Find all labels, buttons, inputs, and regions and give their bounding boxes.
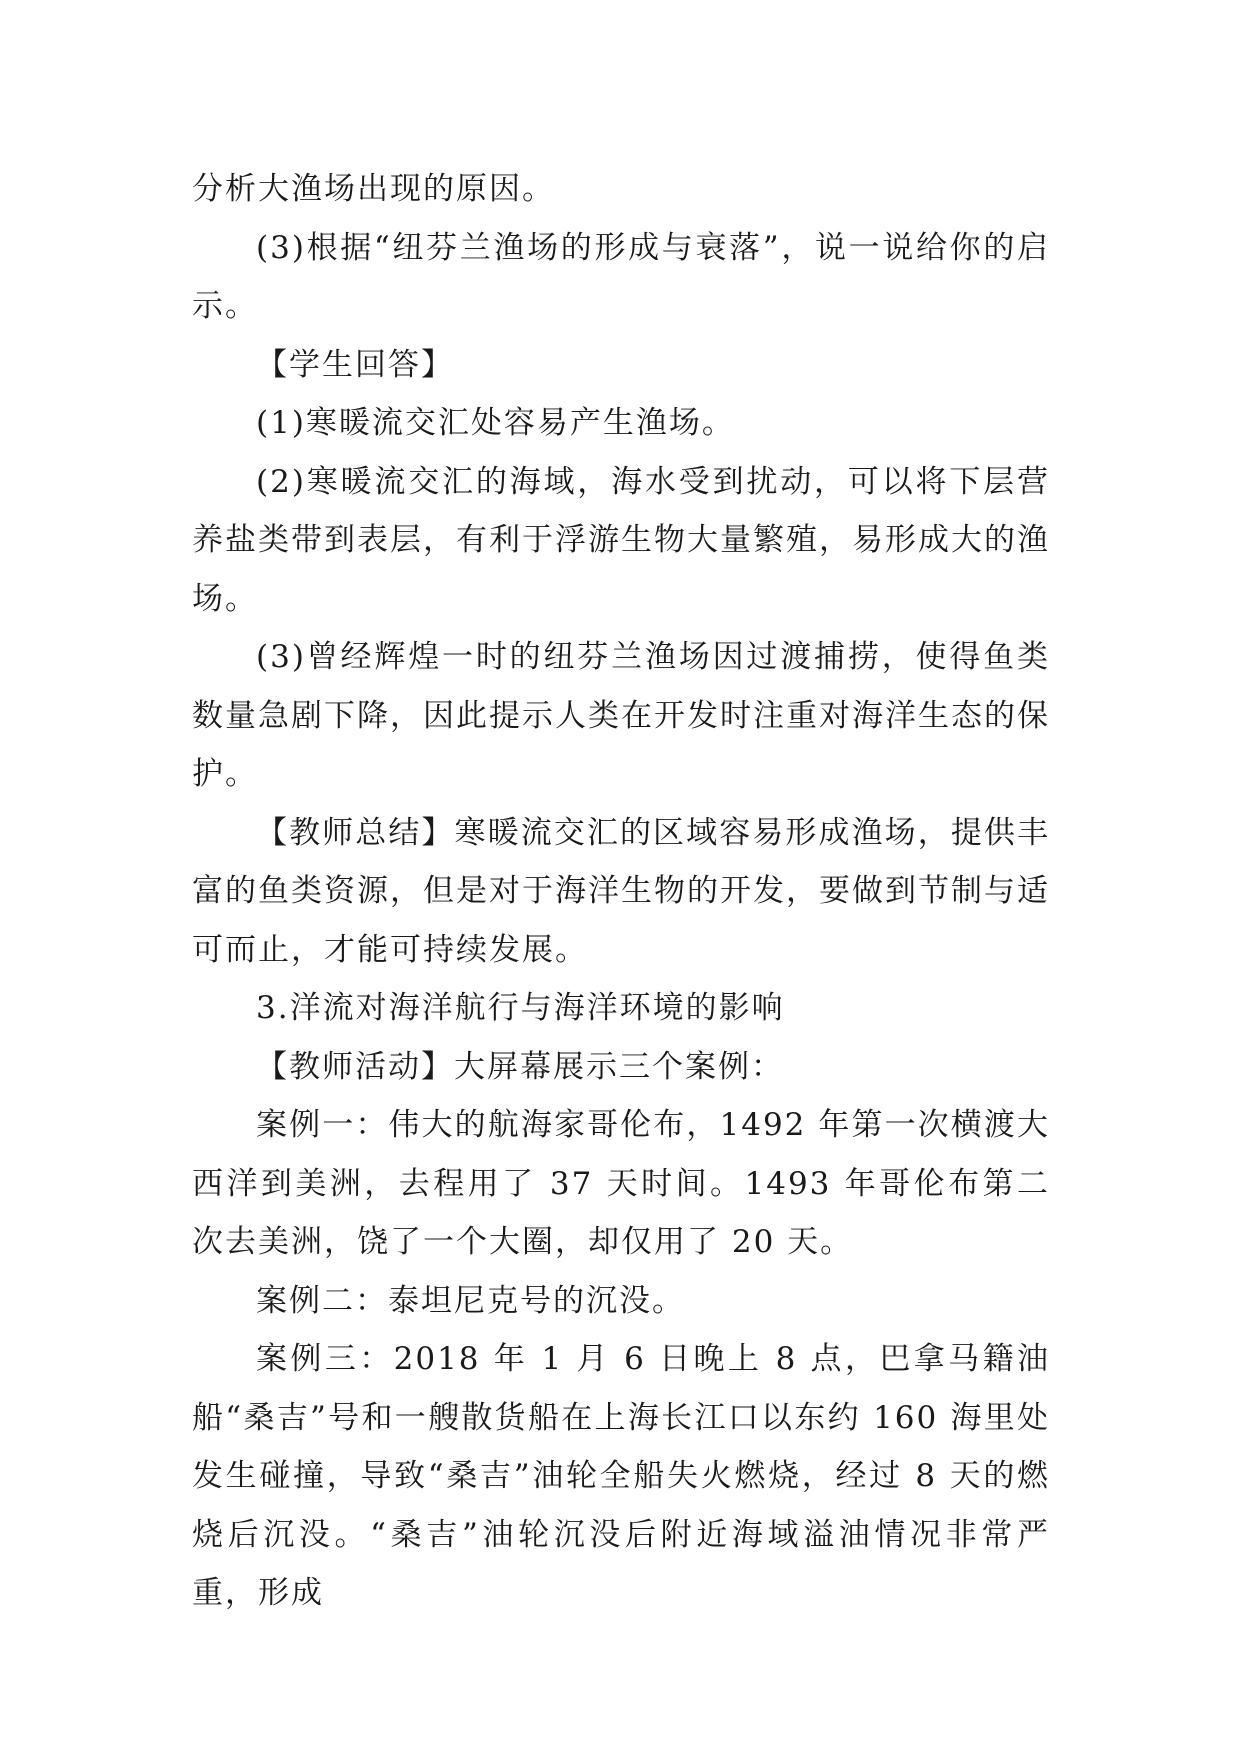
paragraph-teacher-summary: 【教师总结】寒暖流交汇的区域容易形成渔场，提供丰富的鱼类资源，但是对于海洋生物的开发，要做到节制与适可而止，才能可持续发展。 bbox=[192, 814, 1050, 968]
paragraph-continuation: 分析大渔场出现的原因。 bbox=[192, 171, 555, 207]
paragraph-answer-3: (3)曾经辉煌一时的纽芬兰渔场因过渡捕捞，使得鱼类数量急剧下降，因此提示人类在开发时注重对海洋生态的保护。 bbox=[192, 639, 1050, 792]
document-body bbox=[192, 160, 1050, 1623]
paragraph-case-2: 案例二：泰坦尼克号的沉没。 bbox=[256, 1282, 685, 1319]
paragraph-question-3: (3)根据“纽芬兰渔场的形成与衰落”，说一说给你的启示。 bbox=[192, 229, 1050, 324]
paragraph-answer-2: (2)寒暖流交汇的海域，海水受到扰动，可以将下层营养盐类带到表层，有利于浮游生物大量繁殖，易形成大的渔场。 bbox=[192, 463, 1050, 617]
paragraph-teacher-activity: 【教师活动】大屏幕展示三个案例： bbox=[256, 1048, 784, 1085]
section-heading-3: 3.洋流对海洋航行与海洋环境的影响 bbox=[256, 990, 785, 1026]
paragraph-student-answer-heading: 【学生回答】 bbox=[256, 346, 454, 383]
paragraph-case-1: 案例一：伟大的航海家哥伦布，1492 年第一次横渡大西洋到美洲，去程用了 37 天时间。1493 年哥伦布第二次去美洲，饶了一个大圈，却仅用了 20 天。 bbox=[192, 1107, 1050, 1260]
paragraph-answer-1: (1)寒暖流交汇处容易产生渔场。 bbox=[256, 405, 735, 441]
paragraph-case-3: 案例三：2018 年 1 月 6 日晚上 8 点，巴拿马籍油船“桑吉”号和一艘散货船在上海长江口以东约 160 海里处发生碰撞，导致“桑吉”油轮全船失火燃烧，经过 8 天的燃烧后沉没。“桑吉”油轮沉没后附近海域溢油情况非常严重，形成 bbox=[192, 1341, 1050, 1611]
